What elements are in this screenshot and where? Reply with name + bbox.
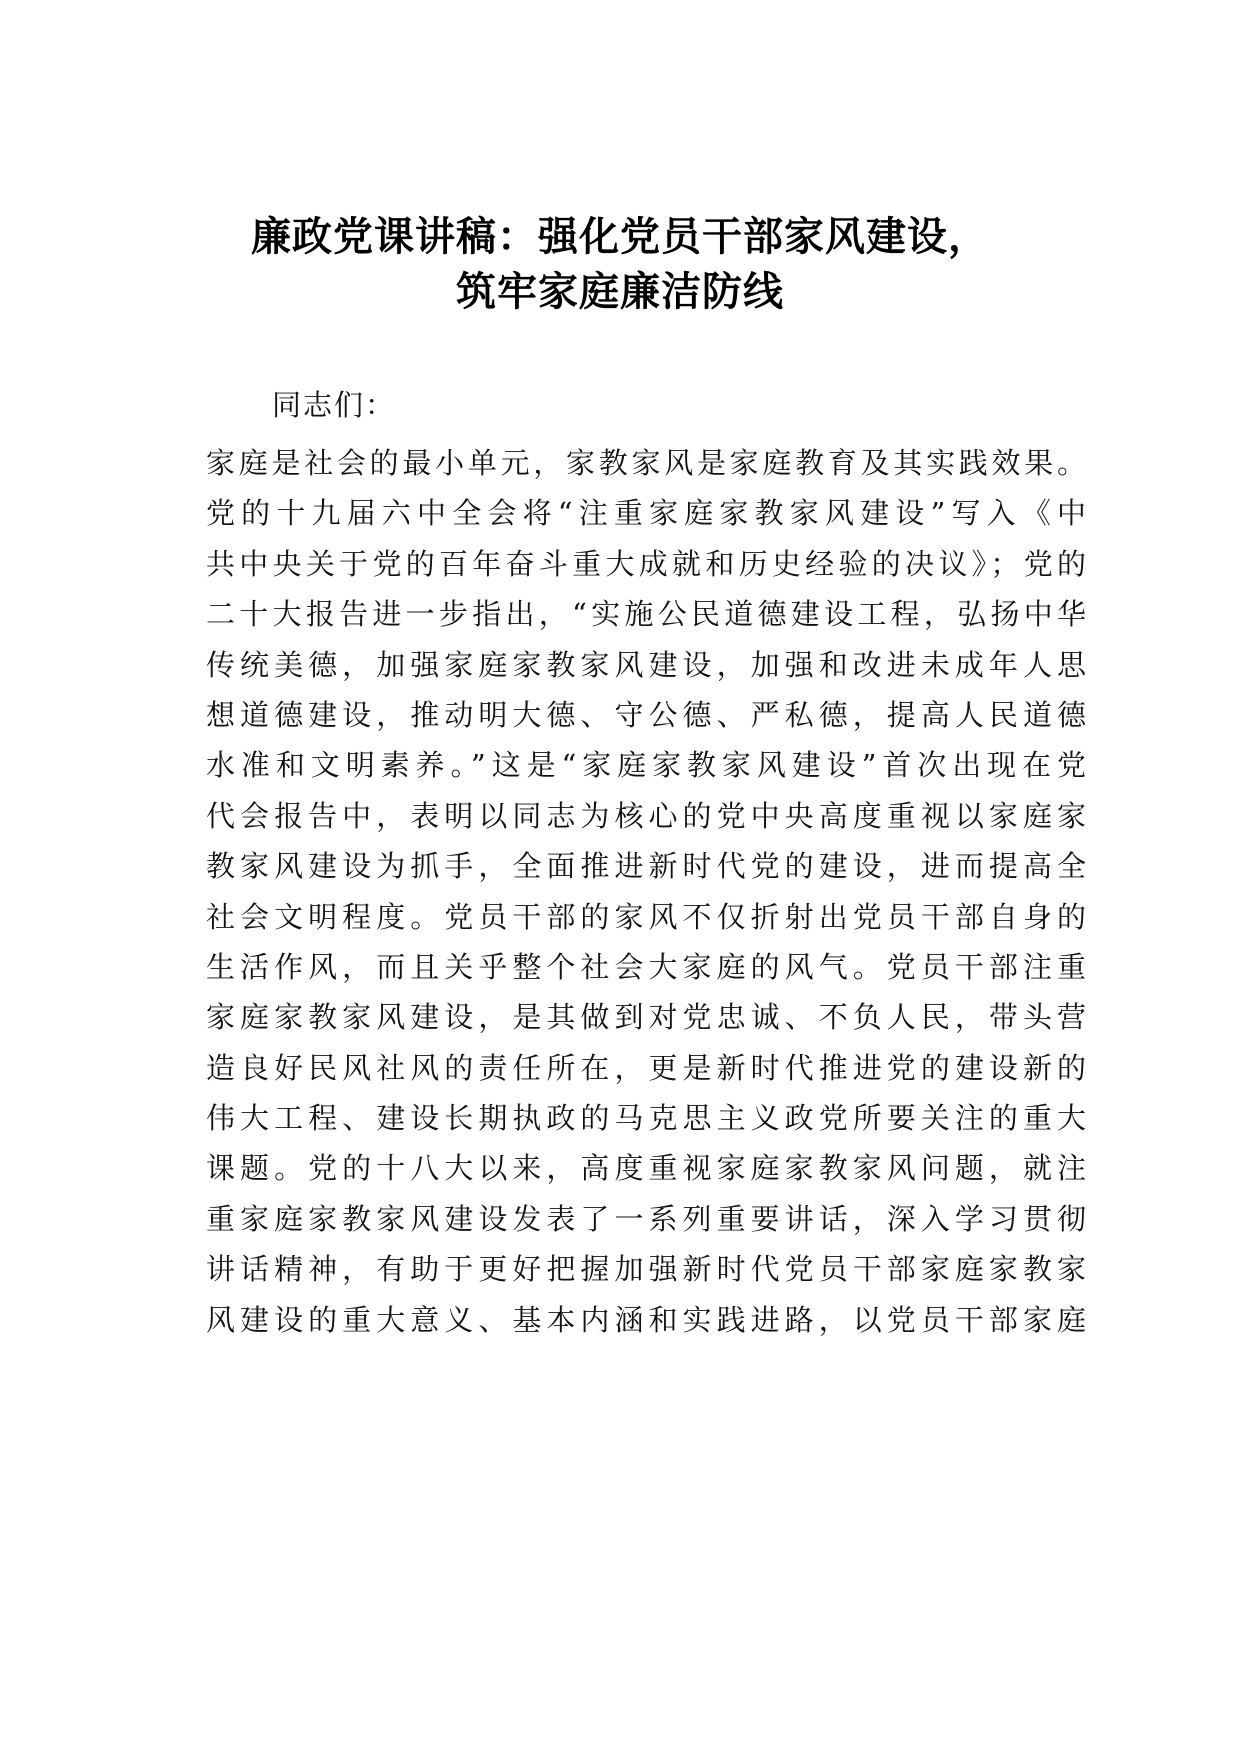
body-line: 伟大工程、建设长期执政的马克思主义政党所要关注的重大	[206, 1101, 1086, 1136]
body-paragraph	[206, 438, 1086, 1345]
body-line: 教家风建设为抓手，全面推进新时代党的建设，进而提高全	[206, 849, 1086, 884]
body-line: 社会文明程度。党员干部的家风不仅折射出党员干部自身的	[206, 899, 1086, 934]
title-line-2: 筑牢家庭廉洁防线	[456, 269, 784, 315]
body-line: 代会报告中，表明以同志为核心的党中央高度重视以家庭家	[206, 798, 1086, 833]
body-line: 风建设的重大意义、基本内涵和实践进路，以党员干部家庭	[206, 1302, 1086, 1337]
body-line: 讲话精神，有助于更好把握加强新时代党员干部家庭家教家	[206, 1252, 1086, 1287]
body-line: 二十大报告进一步指出，“实施公民道德建设工程，弘扬中华	[206, 597, 1086, 632]
body-line: 生活作风，而且关乎整个社会大家庭的风气。党员干部注重	[206, 949, 1086, 984]
title-line-1: 廉政党课讲稿：强化党员干部家风建设，	[251, 214, 989, 260]
body-line: 家庭是社会的最小单元，家教家风是家庭教育及其实践效果。	[206, 446, 1086, 480]
document-title	[150, 210, 1090, 320]
salutation: 同志们：	[272, 388, 397, 422]
body-line: 造良好民风社风的责任所在，更是新时代推进党的建设新的	[206, 1050, 1086, 1085]
body-line: 课题。党的十八大以来，高度重视家庭家教家风问题，就注	[206, 1151, 1086, 1186]
body-line: 水准和文明素养。”这是“家庭家教家风建设”首次出现在党	[206, 748, 1086, 783]
body-line: 共中央关于党的百年奋斗重大成就和历史经验的决议》；党的	[206, 546, 1086, 581]
body-line: 想道德建设，推动明大德、守公德、严私德，提高人民道德	[206, 697, 1086, 732]
body-line: 重家庭家教家风建设发表了一系列重要讲话，深入学习贯彻	[206, 1201, 1086, 1236]
body-line: 党的十九届六中全会将“注重家庭家教家风建设”写入《中	[206, 496, 1086, 531]
body-line: 家庭家教家风建设，是其做到对党忠诚、不负人民，带头营	[206, 1000, 1086, 1035]
body-line: 传统美德，加强家庭家教家风建设，加强和改进未成年人思	[206, 647, 1086, 682]
